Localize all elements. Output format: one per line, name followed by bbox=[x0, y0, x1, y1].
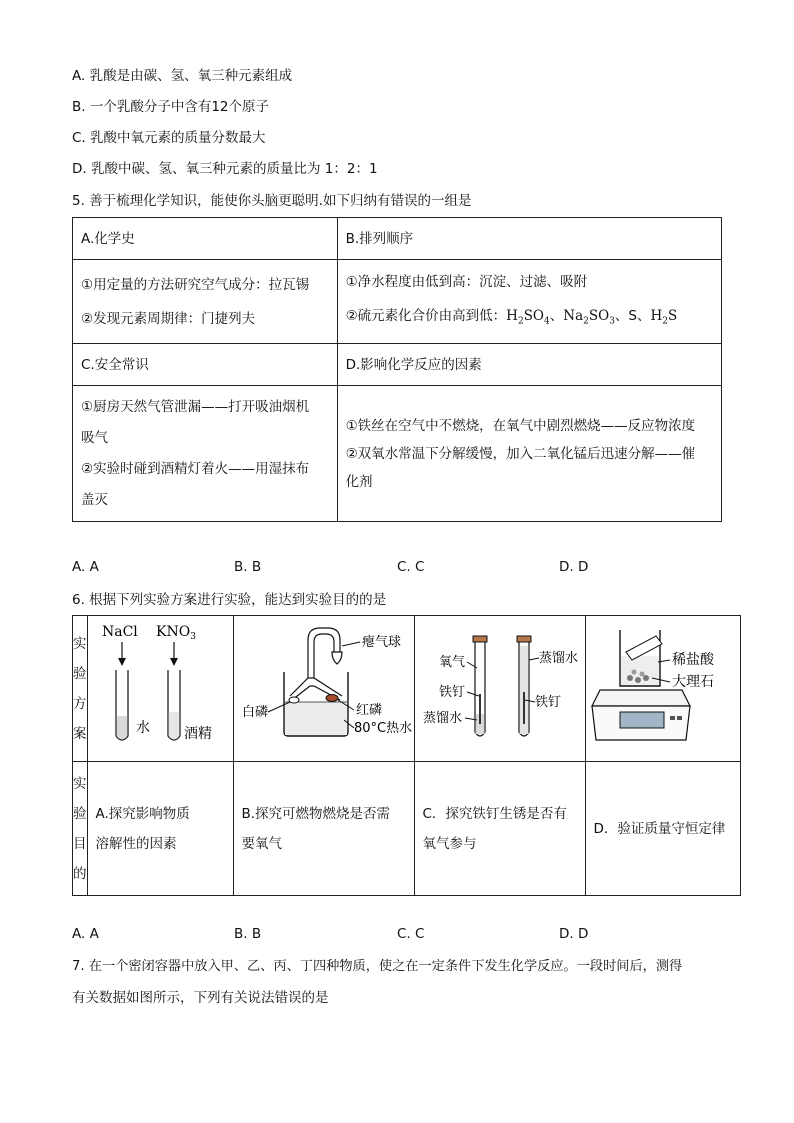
label-red-p: 红磷 bbox=[355, 703, 382, 718]
q5-c-item2a: ②实验时碰到酒精灯着火——用湿抹布 bbox=[81, 460, 310, 477]
q5-c-item1a: ①厨房天然气管泄漏——打开吸油烟机 bbox=[81, 398, 310, 415]
arrow-head-nacl bbox=[118, 658, 126, 666]
q5-answer-c[interactable]: C. C bbox=[397, 559, 425, 575]
q6-purpose-a bbox=[87, 762, 233, 896]
label-white-p: 白磷 bbox=[241, 705, 268, 720]
label-oxygen: 氧气 bbox=[438, 655, 465, 670]
label-marble: 大理石 bbox=[671, 674, 714, 690]
q4-option-b: B. 一个乳酸分子中含有12个原子 bbox=[72, 99, 270, 115]
q6-row2-char2: 验 bbox=[73, 805, 87, 822]
q5-a-item1: ①用定量的方法研究空气成分：拉瓦锡 bbox=[81, 276, 310, 293]
formula-h2so4: $H_2SO_4$ bbox=[506, 307, 550, 327]
q6-row2-char4: 的 bbox=[73, 865, 87, 882]
q6-row2-char3: 目 bbox=[73, 835, 87, 852]
q5-stem: 5. 善于梳理化学知识，能使你头脑更聪明.如下归纳有错误的一组是 bbox=[72, 193, 472, 209]
q5-d-item2a: ②双氧水常温下分解缓慢，加入二氧化锰后迅速分解——催 bbox=[345, 445, 696, 462]
balance-display bbox=[620, 712, 664, 728]
q6-purpose-c-line1: C．探究铁钉生锈是否有 bbox=[422, 805, 567, 822]
q5-answer-b[interactable]: B. B bbox=[234, 559, 262, 575]
label-water-2: 蒸馏水 bbox=[538, 651, 578, 666]
q6-answer-b[interactable]: B. B bbox=[234, 926, 262, 942]
balance-pan bbox=[592, 690, 690, 706]
q6-purpose-a-line1: A.探究影响物质 bbox=[95, 805, 190, 822]
balance-experiment bbox=[586, 616, 740, 752]
arrow-head-kno3 bbox=[170, 658, 178, 666]
label-alcohol: 酒精 bbox=[183, 726, 212, 742]
q6-answer-c[interactable]: C. C bbox=[397, 926, 425, 942]
label-nail-2: 铁钉 bbox=[534, 695, 561, 710]
q6-answer-choices bbox=[72, 926, 722, 946]
label-nacl: NaCl bbox=[101, 624, 138, 640]
label-hot-water: 80°C热水 bbox=[353, 721, 412, 736]
q5-cell-a-body bbox=[73, 260, 338, 344]
label-balloon: 瘪气球 bbox=[361, 635, 401, 650]
q5-c-item1b: 吸气 bbox=[81, 429, 108, 446]
white-phosphorus bbox=[289, 697, 299, 703]
q5-b-item2-text: ②硫元素化合价由高到低： bbox=[345, 307, 507, 324]
q5-cell-a-head: A.化学史 bbox=[73, 218, 338, 260]
combustion-beaker bbox=[234, 616, 414, 752]
q6-purpose-b-line1: B.探究可燃物燃烧是否需 bbox=[241, 805, 391, 822]
deflated-balloon bbox=[332, 652, 342, 664]
q6-row1-char2: 验 bbox=[73, 665, 87, 682]
red-phosphorus bbox=[326, 695, 338, 702]
q5-cell-b-head: B.排列顺序 bbox=[337, 218, 721, 260]
q6-purpose-c bbox=[414, 762, 585, 896]
q5-a-item2: ②发现元素周期律：门捷列夫 bbox=[81, 310, 256, 327]
q5-d-item2b: 化剂 bbox=[345, 473, 373, 490]
rusting-test-tubes bbox=[415, 616, 585, 752]
alcohol-fill bbox=[168, 712, 179, 740]
q5-answer-a[interactable]: A. A bbox=[72, 559, 99, 575]
solubility-test-tubes bbox=[88, 616, 233, 752]
label-kno3: $KNO_3$ bbox=[155, 624, 196, 642]
q6-purpose-c-line2: 氧气参与 bbox=[422, 835, 477, 852]
label-water-1: 蒸馏水 bbox=[422, 711, 462, 726]
q6-row2-header bbox=[73, 762, 88, 896]
q5-b-item1: ①净水程度由低到高：沉淀、过滤、吸附 bbox=[345, 273, 588, 290]
q6-row1-char3: 方 bbox=[73, 695, 87, 712]
water-fill bbox=[116, 716, 127, 740]
q5-c-item2b: 盖灭 bbox=[81, 491, 108, 508]
formula-na2so3: $Na_2SO_3$ bbox=[563, 307, 615, 327]
q5-d-item1: ①铁丝在空气中不燃烧，在氧气中剧烈燃烧——反应物浓度 bbox=[345, 417, 696, 434]
q4-option-c: C. 乳酸中氧元素的质量分数最大 bbox=[72, 130, 266, 146]
stopper-2 bbox=[517, 636, 531, 642]
q6-row1-char1: 实 bbox=[73, 635, 87, 652]
hot-water bbox=[285, 702, 347, 735]
q5-cell-d-head: D.影响化学反应的因素 bbox=[337, 344, 721, 386]
label-water: 水 bbox=[135, 720, 150, 736]
q5-cell-c-head: C.安全常识 bbox=[73, 344, 338, 386]
q6-purpose-b-line2: 要氧气 bbox=[241, 835, 282, 852]
q5-cell-d-body bbox=[337, 386, 721, 522]
label-acid: 稀盐酸 bbox=[671, 652, 714, 668]
q6-table bbox=[72, 615, 741, 896]
q4-option-a: A. 乳酸是由碳、氢、氧三种元素组成 bbox=[72, 68, 293, 84]
q7-stem-line1: 7. 在一个密闭容器中放入甲、乙、丙、丁四种物质，使之在一定条件下发生化学反应。一段时间后，测得 bbox=[72, 959, 683, 974]
q6-purpose-b bbox=[233, 762, 414, 896]
q5-answer-d[interactable]: D. D bbox=[559, 559, 589, 575]
q6-figure-d bbox=[585, 616, 740, 762]
q5-cell-c-body bbox=[73, 386, 338, 522]
q6-purpose-a-line2: 溶解性的因素 bbox=[95, 835, 177, 852]
q6-answer-a[interactable]: A. A bbox=[72, 926, 99, 942]
q6-row1-header bbox=[73, 616, 88, 762]
q6-purpose-d: D．验证质量守恒定律 bbox=[585, 762, 740, 896]
formula-h2s: $H_2S$ bbox=[650, 307, 678, 327]
q6-stem: 6. 根据下列实验方案进行实验，能达到实验目的的是 bbox=[72, 592, 387, 608]
q6-figure-b bbox=[233, 616, 414, 762]
q5-answer-choices bbox=[72, 559, 722, 579]
q6-answer-d[interactable]: D. D bbox=[559, 926, 589, 942]
q5-sep1: 、 bbox=[549, 307, 564, 324]
q4-option-d: D. 乳酸中碳、氢、氧三种元素的质量比为 1：2：1 bbox=[72, 161, 378, 177]
q7-stem-line2: 有关数据如图所示，下列有关说法错误的是 bbox=[72, 990, 329, 1006]
q5-cell-b-body bbox=[337, 260, 721, 344]
q6-row1-char4: 案 bbox=[73, 725, 87, 742]
q6-row2-char1: 实 bbox=[73, 775, 87, 792]
q5-sep2: 、S、 bbox=[614, 307, 651, 324]
stopper-1 bbox=[473, 636, 487, 642]
label-nail-1: 铁钉 bbox=[438, 685, 465, 700]
q6-figure-a bbox=[87, 616, 233, 762]
q5-table bbox=[72, 217, 722, 522]
q5-b-item2 bbox=[346, 299, 713, 339]
q6-figure-c bbox=[414, 616, 585, 762]
